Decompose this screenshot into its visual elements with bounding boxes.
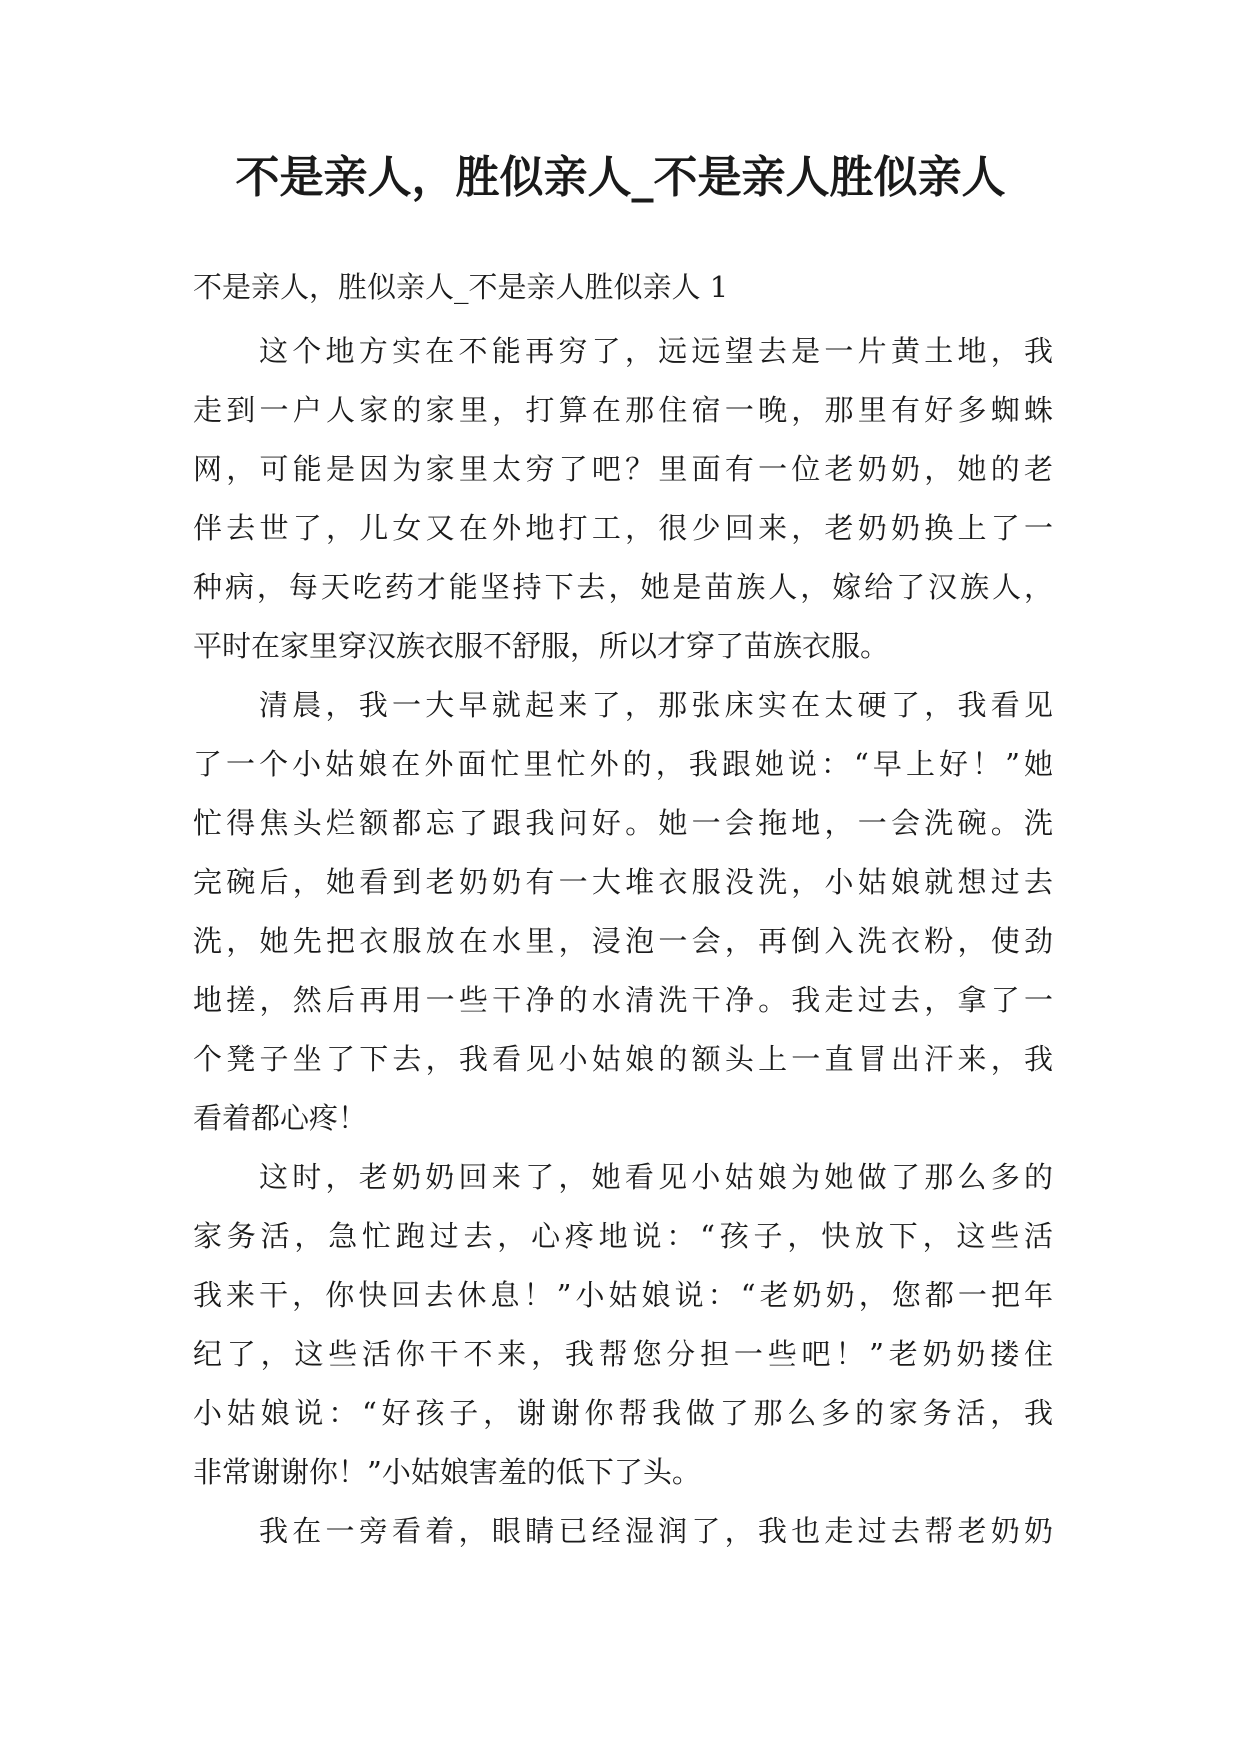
paragraph-4 (193, 1502, 1053, 1561)
text-line: 忙得焦头烂额都忘了跟我问好。她一会拖地，一会洗碗。洗 (193, 806, 1053, 840)
text-line: 这个地方实在不能再穷了，远远望去是一片黄土地，我 (259, 334, 1053, 368)
text-line: 非常谢谢你！”小姑娘害羞的低下了头。 (193, 1455, 701, 1489)
text-line: 家务活，急忙跑过去，心疼地说：“孩子，快放下，这些活 (193, 1219, 1053, 1253)
text-line: 完碗后，她看到老奶奶有一大堆衣服没洗，小姑娘就想过去 (193, 865, 1053, 899)
text-line: 洗，她先把衣服放在水里，浸泡一会，再倒入洗衣粉，使劲 (193, 924, 1053, 958)
text-line: 平时在家里穿汉族衣服不舒服，所以才穿了苗族衣服。 (193, 629, 890, 663)
section-heading: 不是亲人，胜似亲人_不是亲人胜似亲人 1 (193, 270, 729, 304)
text-line: 种病，每天吃药才能坚持下去，她是苗族人，嫁给了汉族人， (193, 570, 1053, 604)
text-line: 了一个小姑娘在外面忙里忙外的，我跟她说：“早上好！”她 (193, 747, 1053, 781)
text-line: 纪了，这些活你干不来，我帮您分担一些吧！”老奶奶搂住 (193, 1337, 1053, 1371)
text-line: 这时，老奶奶回来了，她看见小姑娘为她做了那么多的 (259, 1160, 1053, 1194)
text-line: 走到一户人家的家里，打算在那住宿一晚，那里有好多蜘蛛 (193, 393, 1053, 427)
paragraph-2 (193, 676, 1053, 1148)
document-body (193, 262, 1053, 1561)
text-line: 网，可能是因为家里太穷了吧？里面有一位老奶奶，她的老 (193, 452, 1053, 486)
text-line: 我在一旁看着，眼睛已经湿润了，我也走过去帮老奶奶 (259, 1514, 1053, 1548)
text-line: 伴去世了，儿女又在外地打工，很少回来，老奶奶换上了一 (193, 511, 1053, 545)
text-line: 我来干，你快回去休息！”小姑娘说：“老奶奶，您都一把年 (193, 1278, 1053, 1312)
text-line: 看着都心疼！ (193, 1101, 368, 1135)
text-line: 个凳子坐了下去，我看见小姑娘的额头上一直冒出汗来，我 (193, 1042, 1053, 1076)
page-title: 不是亲人，胜似亲人_不是亲人胜似亲人 (235, 152, 1006, 203)
text-line: 地搓，然后再用一些干净的水清洗干净。我走过去，拿了一 (193, 983, 1053, 1017)
text-line: 清晨，我一大早就起来了，那张床实在太硬了，我看见 (259, 688, 1053, 722)
text-line: 小姑娘说：“好孩子，谢谢你帮我做了那么多的家务活，我 (193, 1396, 1053, 1430)
paragraph-3 (193, 1148, 1053, 1502)
paragraph-1 (193, 322, 1053, 676)
